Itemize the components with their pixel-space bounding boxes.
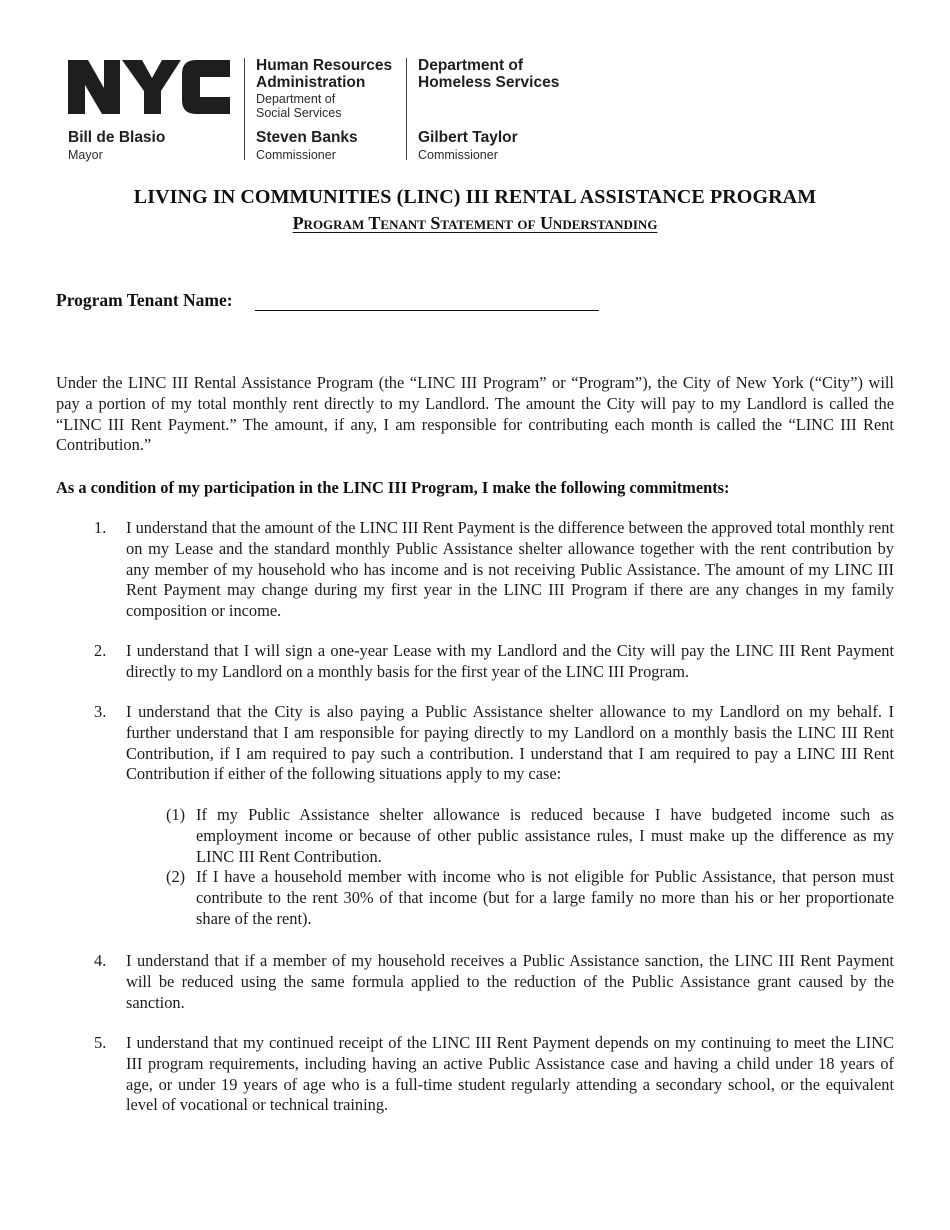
sub-list-item-text: If my Public Assistance shelter allowance is reduced because I have budgeted income such as employment income or because of other public assistance rules, I must make up the difference as my LINC III Rent Contribution. (196, 805, 894, 866)
hra-name-line1: Human Resources (256, 57, 393, 74)
tenant-name-label: Program Tenant Name: (56, 290, 233, 310)
intro-paragraph: Under the LINC III Rental Assistance Program (the “LINC III Program” or “Program”), the City of New York (“City”) will pay a portion of my total monthly rent directly to my Landlord. The amount the City will pay to my Landlord is called the “LINC III Rent Payment.” The amount, if any, I am responsible for contributing each month is called the “LINC III Rent Contribution.” (56, 373, 894, 455)
hra-name-line2: Administration (256, 74, 366, 91)
mayor-title: Mayor (68, 148, 103, 162)
sub-list-item (166, 867, 894, 929)
list-item-number: 2. (94, 641, 107, 660)
mayor-name: Bill de Blasio (68, 129, 166, 146)
list-item-text: I understand that the City is also paying a Public Assistance shelter allowance to my Landlord on my behalf. I further understand that I am responsible for paying directly to my Landlord on a monthly basis the LINC III Rent Contribution, if I am required to pay such a contribution. I understand that I am required to pay a LINC III Rent Contribution if either of the following situations apply to my case: (126, 702, 894, 784)
letterhead-divider (406, 58, 407, 160)
dss-name-line1: Department of (256, 92, 336, 106)
dhs-name-line1: Department of (418, 57, 524, 74)
list-item-number: 3. (94, 702, 107, 721)
dhs-name-line2: Homeless Services (418, 74, 560, 91)
conditions-heading: As a condition of my participation in the LINC III Program, I make the following commitments: (56, 478, 730, 497)
list-item-text: I understand that my continued receipt of the LINC III Rent Payment depends on my continuing to meet the LINC III program requirements, including having an active Public Assistance case and having a child under 18 years of age, or under 19 years of age who is a full-time student regularly attending a secondary school, or the equivalent level of vocational or technical training. (126, 1033, 894, 1115)
sub-list-item (166, 805, 894, 867)
hra-commissioner-title: Commissioner (256, 148, 336, 162)
list-item-number: 4. (94, 951, 107, 970)
list-item (94, 641, 894, 683)
list-item (94, 1033, 894, 1116)
list-item-text: I understand that if a member of my household receives a Public Assistance sanction, the LINC III Rent Payment will be reduced using the same formula applied to the reduction of the Public Assistance grant caused by the sanction. (126, 951, 894, 1012)
document-title: LIVING IN COMMUNITIES (LINC) III RENTAL ASSISTANCE PROGRAM (133, 186, 817, 208)
list-item-text: I understand that the amount of the LINC III Rent Payment is the difference between the approved total monthly rent on my Lease and the standard monthly Public Assistance shelter allowance together with the rent contribution by any member of my household who has income and is not receiving Public Assistance. The amount of my LINC III Rent Payment may change during my first year in the LINC III Program if there are any changes in my family composition or income. (126, 518, 894, 621)
dhs-commissioner-name: Gilbert Taylor (418, 129, 518, 146)
list-item-text: I understand that I will sign a one-year Lease with my Landlord and the City will pay the LINC III Rent Payment directly to my Landlord on a monthly basis for the first year of the LINC III Program. (126, 641, 894, 681)
hra-commissioner-name: Steven Banks (256, 129, 358, 146)
list-item-number: 5. (94, 1033, 107, 1052)
list-item-number: 1. (94, 518, 107, 537)
nyc-logo (68, 58, 230, 116)
letterhead (0, 0, 950, 170)
tenant-name-row (56, 290, 656, 316)
sub-list-item-text: If I have a household member with income who is not eligible for Public Assistance, that person must contribute to the rent 30% of that income (but for a large family no more than his or her proportionate share of the rent). (196, 867, 894, 928)
list-item (94, 951, 894, 1013)
document-subtitle: Program Tenant Statement of Understanding (292, 213, 658, 233)
list-item (94, 518, 894, 622)
tenant-name-field[interactable] (255, 290, 599, 311)
dhs-commissioner-title: Commissioner (418, 148, 498, 162)
dss-name-line2: Social Services (256, 106, 342, 120)
sub-list-item-number: (1) (166, 805, 186, 824)
letterhead-divider (244, 58, 245, 160)
sub-list-item-number: (2) (166, 867, 186, 886)
list-item (94, 702, 894, 785)
